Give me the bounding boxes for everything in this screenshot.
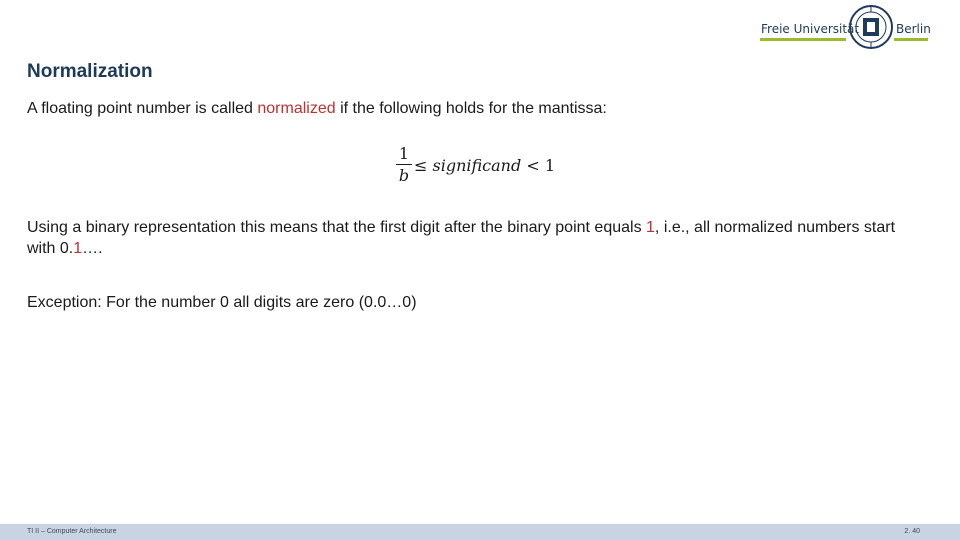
footer-slide-number: 2. 40 (904, 528, 920, 535)
p2-text-after: …. (82, 240, 103, 257)
university-logo (760, 4, 931, 52)
footer-course-title: TI II – Computer Architecture (27, 528, 117, 535)
normalized-highlight: normalized (257, 100, 336, 117)
significand-variable: significand (432, 156, 522, 175)
leq-symbol: ≤ (414, 156, 428, 175)
footer-bar (0, 524, 960, 540)
p1-text-after: if the following holds for the mantissa: (335, 100, 607, 117)
normalized-definition (27, 98, 607, 119)
fraction-denominator: b (398, 166, 410, 185)
formula-rhs: 1 (544, 156, 555, 175)
logo-word-left: Freie Universität (761, 22, 860, 36)
fraction-numerator: 1 (398, 144, 410, 163)
slide-title: Normalization (27, 61, 153, 82)
logo-word-right: Berlin (896, 22, 931, 36)
fraction-bar (396, 164, 412, 165)
p2-text-before: Using a binary representation this means that the first digit after the binary point equals (27, 219, 647, 236)
leading-one-highlight: 1 (73, 240, 83, 257)
logo-rule-left (760, 38, 846, 41)
university-seal-icon (848, 4, 894, 50)
zero-exception-note: Exception: For the number 0 all digits are zero (0.0…0) (27, 294, 417, 311)
logo-rule-right (894, 38, 928, 41)
digit-one-highlight: 1 (646, 219, 655, 236)
binary-representation-note (27, 217, 907, 259)
formula-relation (414, 156, 555, 175)
fraction (396, 144, 412, 185)
lt-symbol: < (526, 156, 540, 175)
p1-text-before: A floating point number is called (27, 100, 258, 117)
p2-text-middle: , i.e., all normalized numbers start with 0. (27, 219, 896, 257)
